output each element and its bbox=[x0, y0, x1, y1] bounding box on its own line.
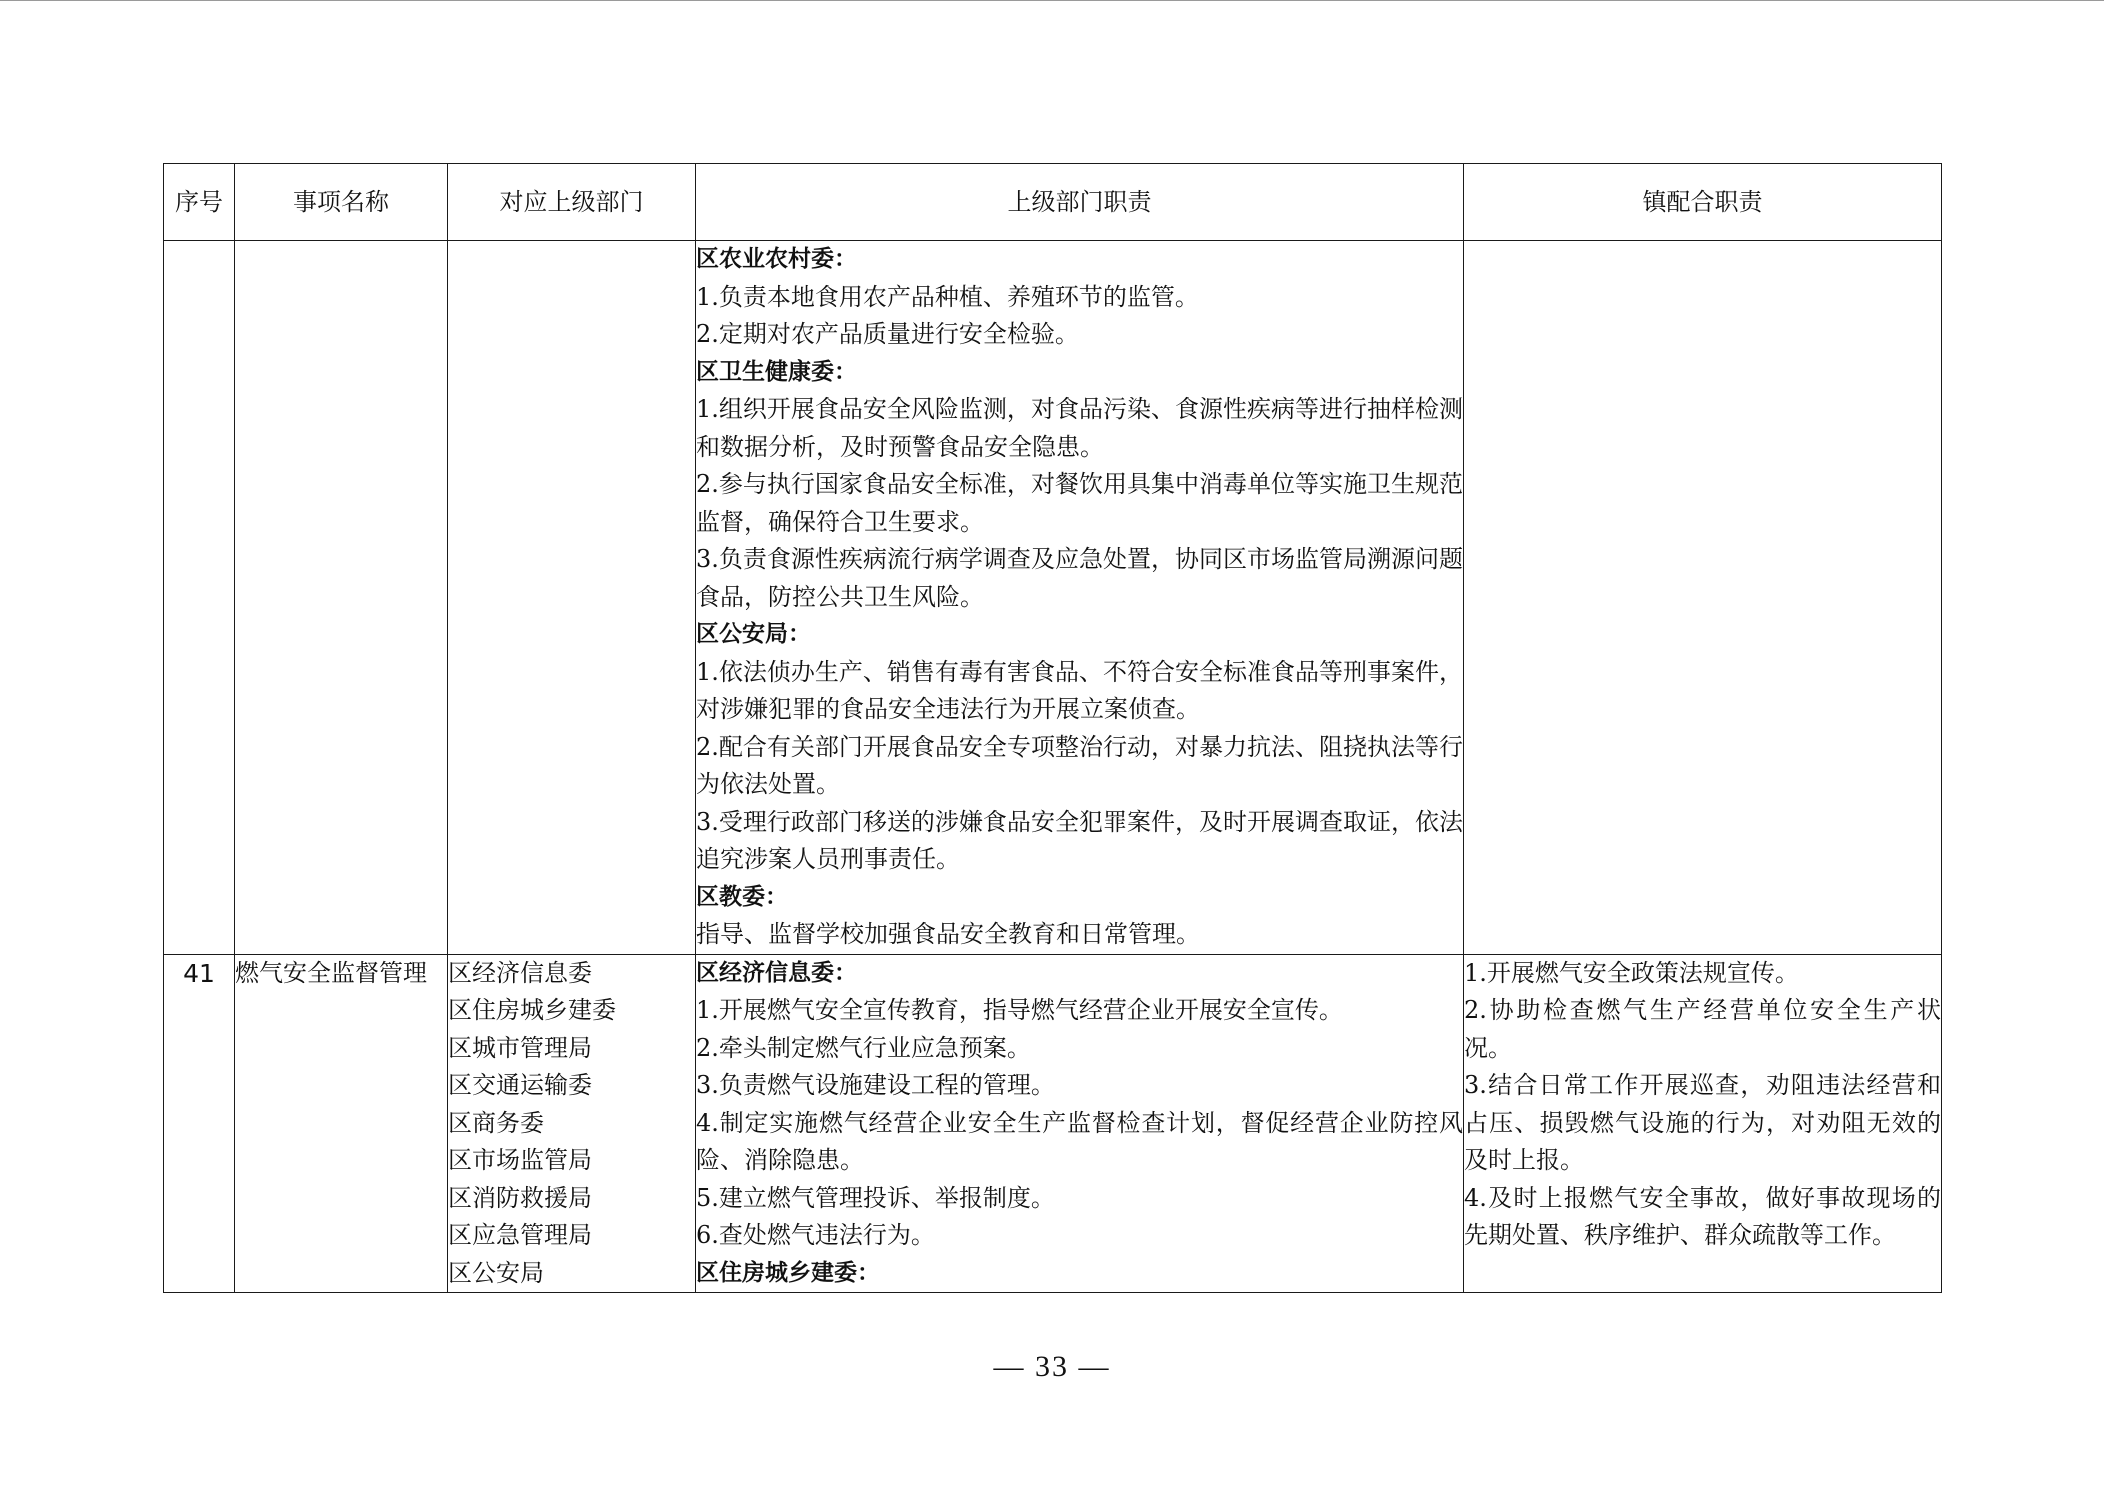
duty-item: 5.建立燃气管理投诉、举报制度。 bbox=[696, 1183, 1055, 1212]
duty-item: 3.受理行政部门移送的涉嫌食品安全犯罪案件，及时开展调查取证，依法追究涉案人员刑事责任。 bbox=[696, 807, 1463, 873]
dept-name: 区交通运输委 bbox=[448, 1071, 592, 1099]
town-duty-item: 4.及时上报燃气安全事故，做好事故现场的先期处置、秩序维护、群众疏散等工作。 bbox=[1464, 1183, 1941, 1249]
cell-seq: 41 bbox=[164, 954, 235, 1293]
dept-heading: 区农业农村委： bbox=[696, 246, 857, 272]
town-duty-item: 3.结合日常工作开展巡查，劝阻违法经营和占压、损毁燃气设施的行为，对劝阻无效的及时上报。 bbox=[1464, 1071, 1941, 1174]
table-row bbox=[164, 954, 1942, 1293]
cell-item-name: 燃气安全监督管理 bbox=[235, 954, 448, 1293]
dept-name: 区城市管理局 bbox=[448, 1033, 592, 1062]
header-upper-dept: 对应上级部门 bbox=[448, 164, 696, 241]
duties-table bbox=[163, 163, 1942, 1293]
dept-name: 区公安局 bbox=[448, 1258, 544, 1287]
duty-item: 3.负责燃气设施建设工程的管理。 bbox=[696, 1071, 1055, 1099]
table-row bbox=[164, 241, 1942, 955]
duty-item: 1.依法侦办生产、销售有毒有害食品、不符合安全标准食品等刑事案件，对涉嫌犯罪的食品安全违法行为开展立案侦查。 bbox=[696, 657, 1463, 723]
page-number: — 33 — bbox=[993, 1350, 1111, 1383]
cell-upper-duties bbox=[696, 954, 1464, 1293]
town-duty-item: 2.协助检查燃气生产经营单位安全生产状况。 bbox=[1464, 996, 1941, 1062]
cell-upper-duties bbox=[696, 241, 1464, 955]
duty-item: 2.配合有关部门开展食品安全专项整治行动，对暴力抗法、阻挠执法等行为依法处置。 bbox=[696, 732, 1463, 798]
duty-item: 2.参与执行国家食品安全标准，对餐饮用具集中消毒单位等实施卫生规范监督，确保符合卫生要求。 bbox=[696, 470, 1463, 536]
duty-item: 4.制定实施燃气经营企业安全生产监督检查计划，督促经营企业防控风险、消除隐患。 bbox=[696, 1108, 1463, 1174]
dept-name: 区商务委 bbox=[448, 1108, 544, 1137]
town-duty-item: 1.开展燃气安全政策法规宣传。 bbox=[1464, 958, 1799, 987]
header-town-duties: 镇配合职责 bbox=[1464, 164, 1942, 241]
dept-heading: 区住房城乡建委： bbox=[696, 1259, 880, 1286]
cell-item-name bbox=[235, 241, 448, 955]
dept-heading: 区卫生健康委： bbox=[696, 358, 857, 385]
dept-name: 区经济信息委 bbox=[448, 958, 592, 987]
page-top-border bbox=[0, 0, 2104, 1]
duty-item: 指导、监督学校加强食品安全教育和日常管理。 bbox=[696, 920, 1200, 948]
duty-item: 1.负责本地食用农产品种植、养殖环节的监管。 bbox=[696, 282, 1199, 311]
cell-town-duties bbox=[1464, 241, 1942, 955]
cell-upper-depts bbox=[448, 954, 696, 1293]
duty-item: 2.牵头制定燃气行业应急预案。 bbox=[696, 1033, 1031, 1062]
header-seq: 序号 bbox=[164, 164, 235, 241]
header-item-name: 事项名称 bbox=[235, 164, 448, 241]
duty-item: 2.定期对农产品质量进行安全检验。 bbox=[696, 320, 1079, 348]
dept-name: 区应急管理局 bbox=[448, 1221, 592, 1249]
table-body bbox=[164, 241, 1942, 1293]
dept-name: 区市场监管局 bbox=[448, 1146, 592, 1174]
header-upper-duties: 上级部门职责 bbox=[696, 164, 1464, 241]
duty-item: 3.负责食源性疾病流行病学调查及应急处置，协同区市场监管局溯源问题食品，防控公共卫生风险。 bbox=[696, 545, 1463, 611]
dept-heading: 区公安局： bbox=[696, 621, 811, 647]
cell-town-duties bbox=[1464, 954, 1942, 1293]
table-header-row bbox=[164, 164, 1942, 241]
duty-item: 6.查处燃气违法行为。 bbox=[696, 1221, 935, 1249]
duty-item: 1.组织开展食品安全风险监测，对食品污染、食源性疾病等进行抽样检测和数据分析，及时预警食品安全隐患。 bbox=[696, 395, 1463, 461]
dept-name: 区消防救援局 bbox=[448, 1183, 592, 1212]
dept-name: 区住房城乡建委 bbox=[448, 996, 616, 1024]
cell-seq bbox=[164, 241, 235, 955]
duty-item: 1.开展燃气安全宣传教育，指导燃气经营企业开展安全宣传。 bbox=[696, 996, 1343, 1024]
dept-heading: 区教委： bbox=[696, 883, 788, 910]
dept-heading: 区经济信息委： bbox=[696, 959, 857, 986]
cell-upper-depts bbox=[448, 241, 696, 955]
